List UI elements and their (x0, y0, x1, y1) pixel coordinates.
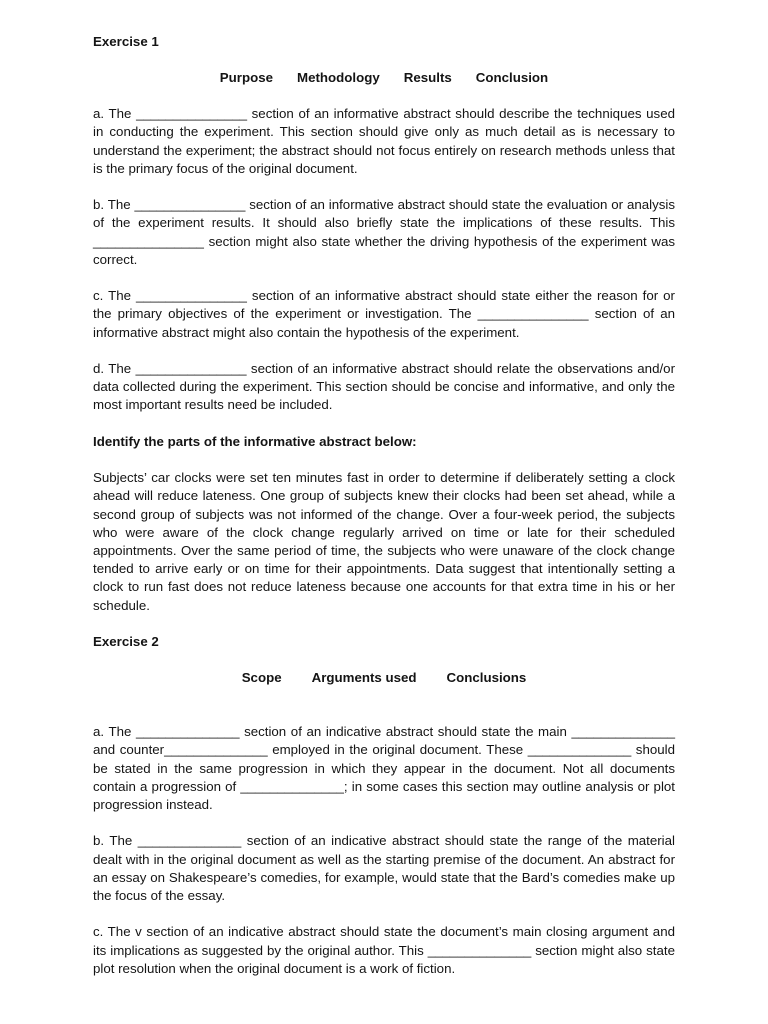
spacer (93, 705, 675, 723)
exercise-1-word-bank (93, 69, 675, 87)
exercise-1-item-b: b. The _______________ section of an informative abstract should state the evaluation or analysis of the experiment results. It should also briefly state the implications of these results. This _______________ section might also state whether the driving hypothesis of the experiment was correct. (93, 197, 675, 267)
word-bank-term: Results (403, 70, 452, 85)
exercise-1-item-d: d. The _______________ section of an informative abstract should relate the observations and/or data collected during the experiment. This section should be concise and informative, and only the most important results need be included. (93, 361, 675, 413)
sample-abstract: Subjects’ car clocks were set ten minutes fast in order to determine if deliberately setting a clock ahead will reduce lateness. One group of subjects knew their clocks had been set ahead, while a second group of subjects was not informed of the change. Over a four-week period, the subjects who were aware of the clock change regularly arrived on time or late for their scheduled appointments. Over the same period of time, the subjects who were unaware of the clock change tended to arrive early or on time for their appointments. Data suggest that intentionally setting a clock to run fast does not reduce lateness because one accounts for that extra time in his or her schedule. (93, 470, 675, 613)
word-bank-term: Arguments used (311, 670, 417, 685)
exercise-1-title: Exercise 1 (93, 34, 159, 49)
word-bank-term: Purpose (219, 70, 273, 85)
word-bank-term: Conclusions (446, 670, 527, 685)
exercise-2-item-c: c. The v section of an indicative abstract should state the document’s main closing argument and its implications as suggested by the original author. This ______________ section might also state plot resolution when the original document is a work of fiction. (93, 924, 675, 976)
exercise-2-title: Exercise 2 (93, 634, 159, 649)
word-bank-term: Methodology (297, 70, 380, 85)
exercise-1-instruction: Identify the parts of the informative abstract below: (93, 433, 417, 449)
word-bank-term: Conclusion (475, 70, 549, 85)
word-bank-term: Scope (241, 670, 282, 685)
exercise-1-item-a: a. The _______________ section of an informative abstract should describe the techniques used in conducting the experiment. This section should give only as much detail as is necessary to understand the experiment; the abstract should not focus entirely on research methods unless that is the primary focus of the original document. (93, 106, 675, 176)
exercise-2-item-a: a. The ______________ section of an indicative abstract should state the main ______________ and counter______________ employed in the original document. These ______________ should be stated in the same progression in which they appear in the document. Not all documents contain a progression of ______________; in some cases this section may outline analysis or plot progression instead. (93, 724, 675, 813)
exercise-2-item-b: b. The ______________ section of an indicative abstract should state the range of the material dealt with in the original document as well as the starting premise of the document. An abstract for an essay on Shakespeare’s comedies, for example, would state that the Bard’s comedies make up the focus of the essay. (93, 833, 675, 904)
exercise-2-word-bank (93, 669, 675, 687)
exercise-1-item-c: c. The _______________ section of an informative abstract should state either the reason for or the primary objectives of the experiment or investigation. The _______________ section of an informative abstract might also contain the hypothesis of the experiment. (93, 288, 675, 340)
